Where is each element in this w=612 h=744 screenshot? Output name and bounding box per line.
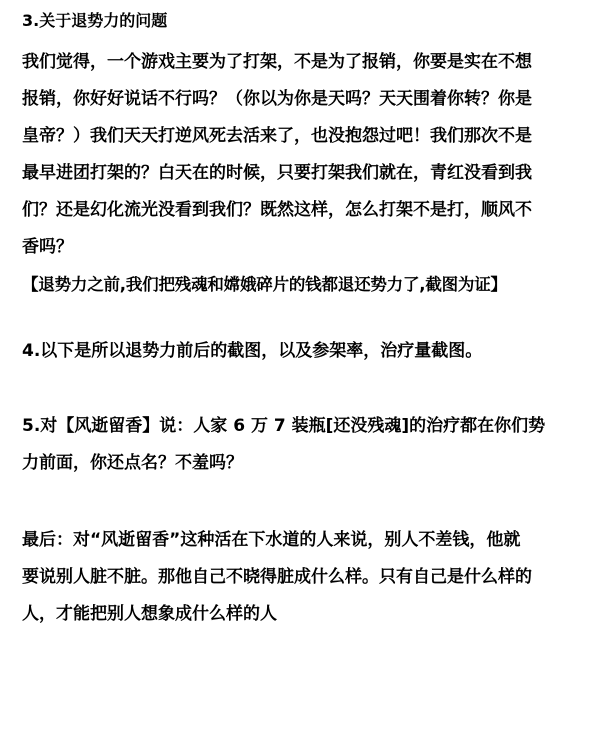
- document-body: [22, 6, 594, 633]
- final-line-1: 最后：对“风逝留香”这种活在下水道的人来说，别人不差钱，他就: [22, 530, 521, 550]
- section-4: [22, 333, 594, 370]
- section-3: [22, 8, 594, 303]
- section-3-line-2: 报销，你好好说话不行吗？（你以为你是天吗？天天围着你转？你是: [22, 89, 532, 109]
- section-4-heading: 4.以下是所以退势力前后的截图，以及参架率，治疗量截图。: [22, 341, 483, 361]
- section-3-line-3: 皇帝？）我们天天打逆风死去活来了，也没抱怨过吧！我们那次不是: [22, 126, 532, 146]
- section-5-line-2: 力前面，你还点名？不羞吗？: [22, 453, 243, 473]
- final-line-2: 要说别人脏不脏。那他自己不晓得脏成什么样。只有自己是什么样的: [22, 567, 532, 587]
- section-3-line-6: 香吗？: [22, 237, 73, 257]
- section-5-line-1: 5.对【风逝留香】说：人家 6 万 7 装瓶[还没残魂]的治疗都在你们势: [22, 416, 546, 436]
- section-3-heading: 3.关于退势力的问题: [22, 11, 168, 30]
- section-3-line-1: 我们觉得，一个游戏主要为了打架，不是为了报销，你要是实在不想: [22, 52, 532, 72]
- final-section: [22, 522, 594, 633]
- section-3-line-5: 们？还是幻化流光没看到我们？既然这样，怎么打架不是打，顺风不: [22, 200, 532, 220]
- section-5: [22, 408, 594, 482]
- section-3-line-4: 最早进团打架的？白天在的时候，只要打架我们就在，青红没看到我: [22, 163, 532, 183]
- section-3-note: 【退势力之前,我们把残魂和嫦娥碎片的钱都退还势力了,截图为证】: [22, 275, 507, 294]
- final-line-3: 人，才能把别人想象成什么样的人: [22, 604, 277, 624]
